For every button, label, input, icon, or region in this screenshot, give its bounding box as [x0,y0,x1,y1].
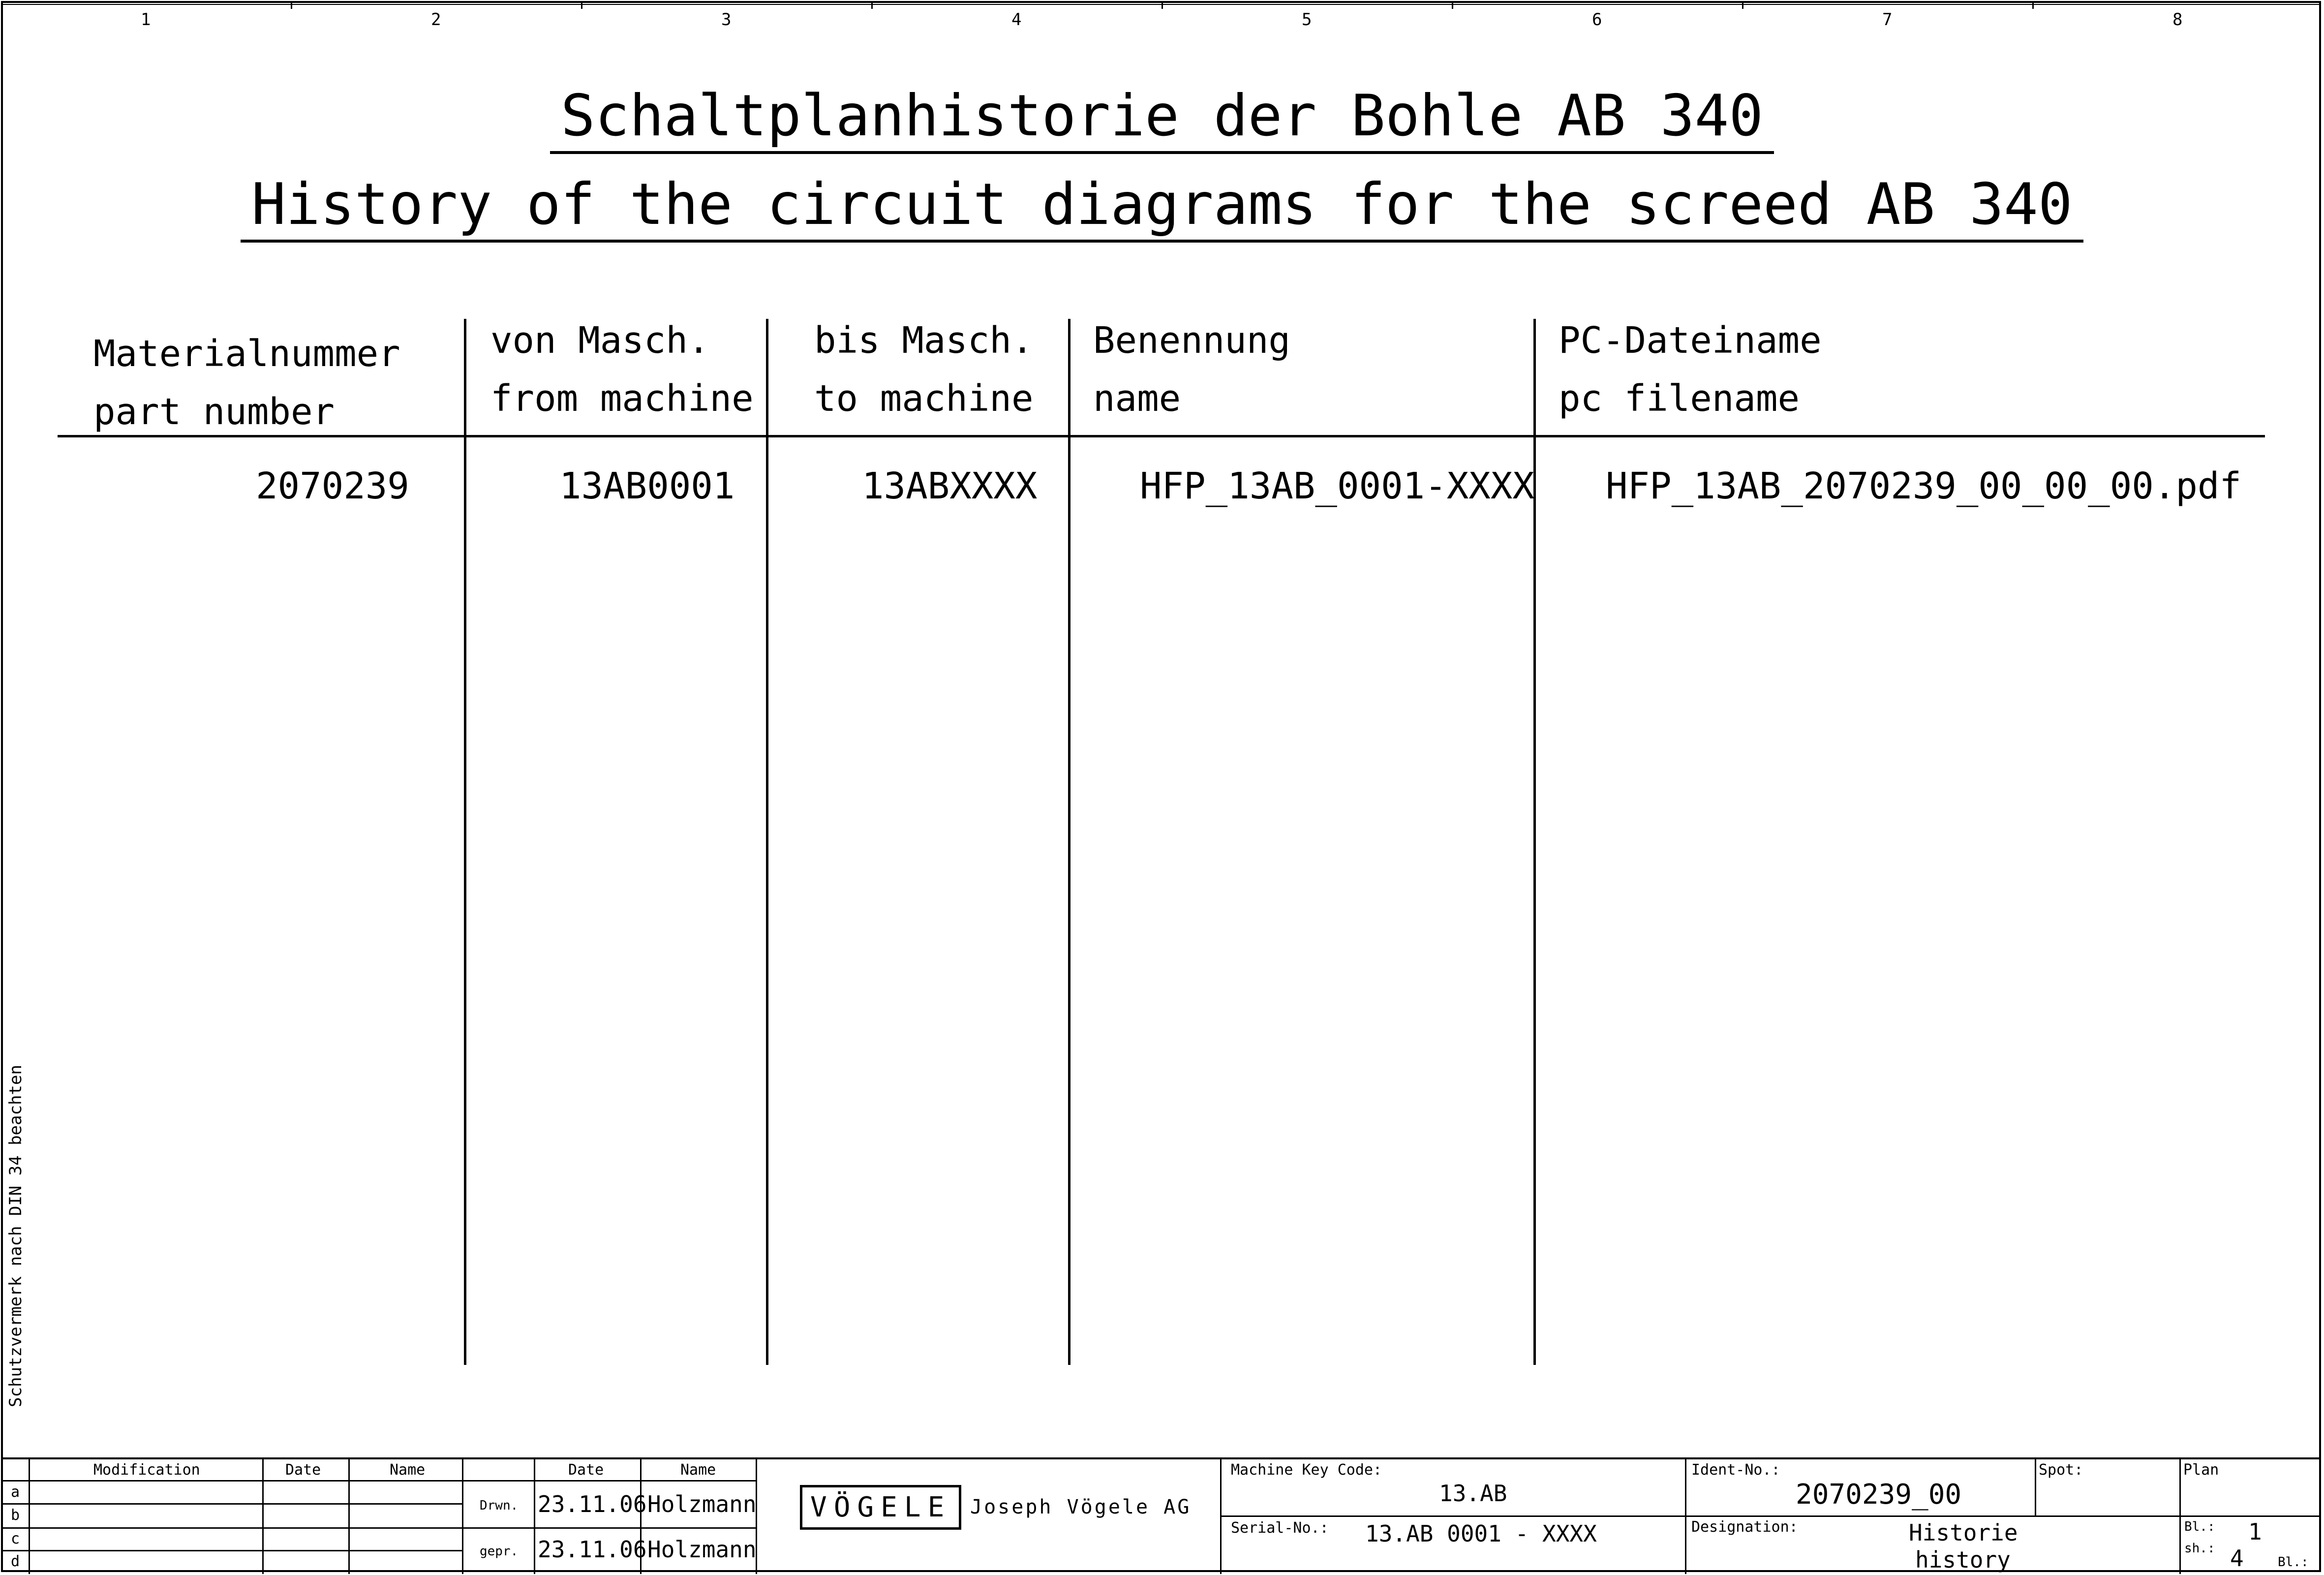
title-block-divider [29,1457,30,1574]
title-block-row-line [3,1503,462,1505]
grid-tick [1162,1,1163,9]
title-block-divider [1220,1457,1222,1574]
mod-header-name: Name [390,1461,426,1479]
title-block-divider [2179,1457,2181,1574]
rev-letter: a [11,1483,20,1501]
serial-value: 13.AB 0001 - XXXX [1365,1520,1597,1547]
title-block-row-line [3,1527,756,1529]
designation-label: Designation: [1691,1518,1798,1536]
plan-label: Plan [2183,1461,2219,1479]
header-to-machine: bis Masch. to machine [814,319,1034,420]
drawn-name: Holzmann [647,1491,757,1517]
cell-pc-filename: HFP_13AB_2070239_00_00_00.pdf [1606,465,2242,507]
drawn-date: 23.11.06 [538,1491,647,1517]
title-block-divider [1685,1457,1686,1574]
designation-german: Historie [1909,1519,2018,1546]
company-logo: VÖGELE [800,1485,961,1530]
mod-header-date: Date [285,1461,321,1479]
approval-header-date: Date [568,1461,604,1479]
sheets-label-secondary: Bl.: [2278,1555,2309,1570]
grid-column-number: 3 [721,10,732,30]
header-from-machine: von Masch. from machine [490,319,754,420]
title-block-row-line [1220,1515,2321,1517]
mod-header-modification: Modification [93,1461,200,1479]
machine-key-value: 13.AB [1439,1480,1507,1507]
table-divider [464,319,466,1365]
sheet-label: Bl.: [2184,1519,2215,1534]
approval-header-name: Name [680,1461,716,1479]
grid-tick [1742,1,1743,9]
ident-label: Ident-No.: [1691,1461,1780,1479]
ident-value: 2070239_00 [1796,1479,1962,1511]
checked-date: 23.11.06 [538,1536,647,1563]
cell-from-machine: 13AB0001 [559,465,735,507]
checked-name: Holzmann [647,1536,757,1563]
title-block-divider [534,1457,535,1574]
grid-column-number: 6 [1592,10,1602,30]
serial-label: Serial-No.: [1231,1519,1329,1537]
table-divider [766,319,768,1365]
grid-tick [1452,1,1453,9]
protection-note: Schutzvermerk nach DIN 34 beachten [6,1065,26,1407]
title-german: Schaltplanhistorie der Bohle AB 340 [0,83,2324,149]
title-block-row-line [3,1480,756,1482]
grid-column-number: 4 [1011,10,1022,30]
title-english: History of the circuit diagrams for the screed AB 340 [0,171,2324,238]
cell-name: HFP_13AB_0001-XXXX [1140,465,1534,507]
title-block-divider [262,1457,264,1574]
rev-letter: b [11,1507,20,1524]
grid-tick [581,1,582,9]
sheet-number: 1 [2248,1518,2262,1545]
cell-to-machine: 13ABXXXX [862,465,1038,507]
grid-tick [291,1,292,9]
header-name: Benennung name [1093,319,1290,420]
drawn-label: Drwn. [480,1498,519,1513]
title-block-divider [348,1457,350,1574]
company-name: Joseph Vögele AG [970,1496,1192,1518]
title-block-divider [462,1457,463,1574]
header-part-number: Materialnummer part number [93,333,400,433]
designation-english: history [1915,1546,2011,1573]
cell-part-number: 2070239 [256,465,409,507]
grid-column-number: 1 [141,10,151,30]
title-block-divider [2035,1457,2036,1515]
grid-column-number: 8 [2172,10,2183,30]
grid-column-number: 5 [1302,10,1312,30]
title-block-top [3,1457,2321,1459]
grid-tick [871,1,873,9]
grid-column-number: 7 [1882,10,1893,30]
checked-label: gepr. [480,1544,519,1559]
header-pc-filename: PC-Dateiname pc filename [1559,319,1822,420]
grid-column-number: 2 [431,10,441,30]
spot-label: Spot: [2039,1461,2083,1479]
machine-key-label: Machine Key Code: [1231,1461,1382,1479]
table-divider [1068,319,1070,1365]
sheet-count: 4 [2230,1545,2244,1572]
rev-letter: d [11,1553,20,1570]
rev-letter: c [11,1530,20,1547]
title-block-row-line [3,1550,462,1551]
grid-tick [2032,1,2034,9]
sheets-label: sh.: [2184,1541,2215,1556]
